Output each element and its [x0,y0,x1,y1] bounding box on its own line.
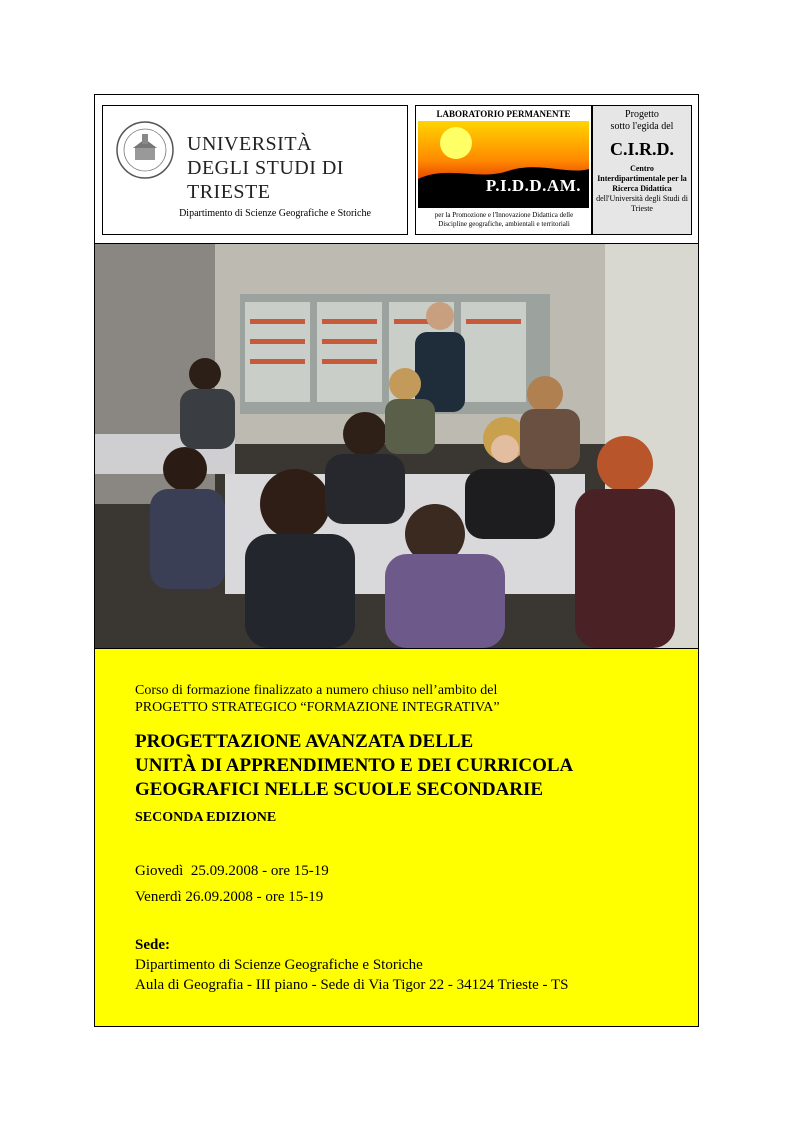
cird-name: C.I.R.D. [609,139,674,159]
course-title-line-2: UNITÀ DI APPRENDIMENTO E DEI CURRICOLA [135,755,574,776]
course-edition: SECONDA EDIZIONE [135,810,277,825]
classroom-photo [95,244,698,649]
university-name-line-2: DEGLI STUDI DI TRIESTE [187,157,344,203]
cird-university: dell'Università degli Studi di Trieste [596,194,688,213]
venue-label: Sede: [135,937,170,953]
header [95,95,698,244]
course-info-panel [95,649,698,1026]
course-title-line-3: GEOGRAFICI NELLE SCUOLE SECONDARIE [135,779,544,800]
lab-title: LABORATORIO PERMANENTE [436,109,571,119]
classroom-photo-illustration [95,244,698,648]
venue-department: Dipartimento di Scienze Geografiche e Storiche [135,957,423,973]
university-name [187,132,407,204]
lab-acronym: P.I.D.D.AM. [485,176,581,195]
university-logo-box [102,105,408,235]
venue-address: Aula di Geografia - III piano - Sede di Via Tigor 22 - 34124 Trieste - TS [135,977,569,993]
course-project: PROGETTO STRATEGICO “FORMAZIONE INTEGRATIVA” [135,700,500,715]
course-intro: Corso di formazione finalizzato a numero chiuso nell’ambito del [135,683,498,698]
cird-project-line-2: sotto l'egida del [610,121,674,132]
university-department: Dipartimento di Scienze Geografiche e Storiche [179,208,371,219]
cird-project-line-1: Progetto [625,109,659,120]
course-date-1: Giovedì 25.09.2008 - ore 15-19 [135,863,329,879]
university-name-line-1: UNIVERSITÀ [187,133,312,155]
course-title-line-1: PROGETTAZIONE AVANZATA DELLE [135,731,474,752]
course-date-2: Venerdì 26.09.2008 - ore 15-19 [135,889,324,905]
university-seal-icon [115,120,175,180]
cird-project-label [593,109,691,133]
cird-logo-box [592,105,692,235]
lab-description: per la Promozione e l'Innovazione Didattica delle Discipline geografiche, ambientali e territoriali [434,211,574,228]
lab-logo-box [415,105,592,235]
cird-full-name: Centro Interdipartimentale per la Ricerca Didattica [597,164,687,193]
flyer-frame [94,94,699,1027]
